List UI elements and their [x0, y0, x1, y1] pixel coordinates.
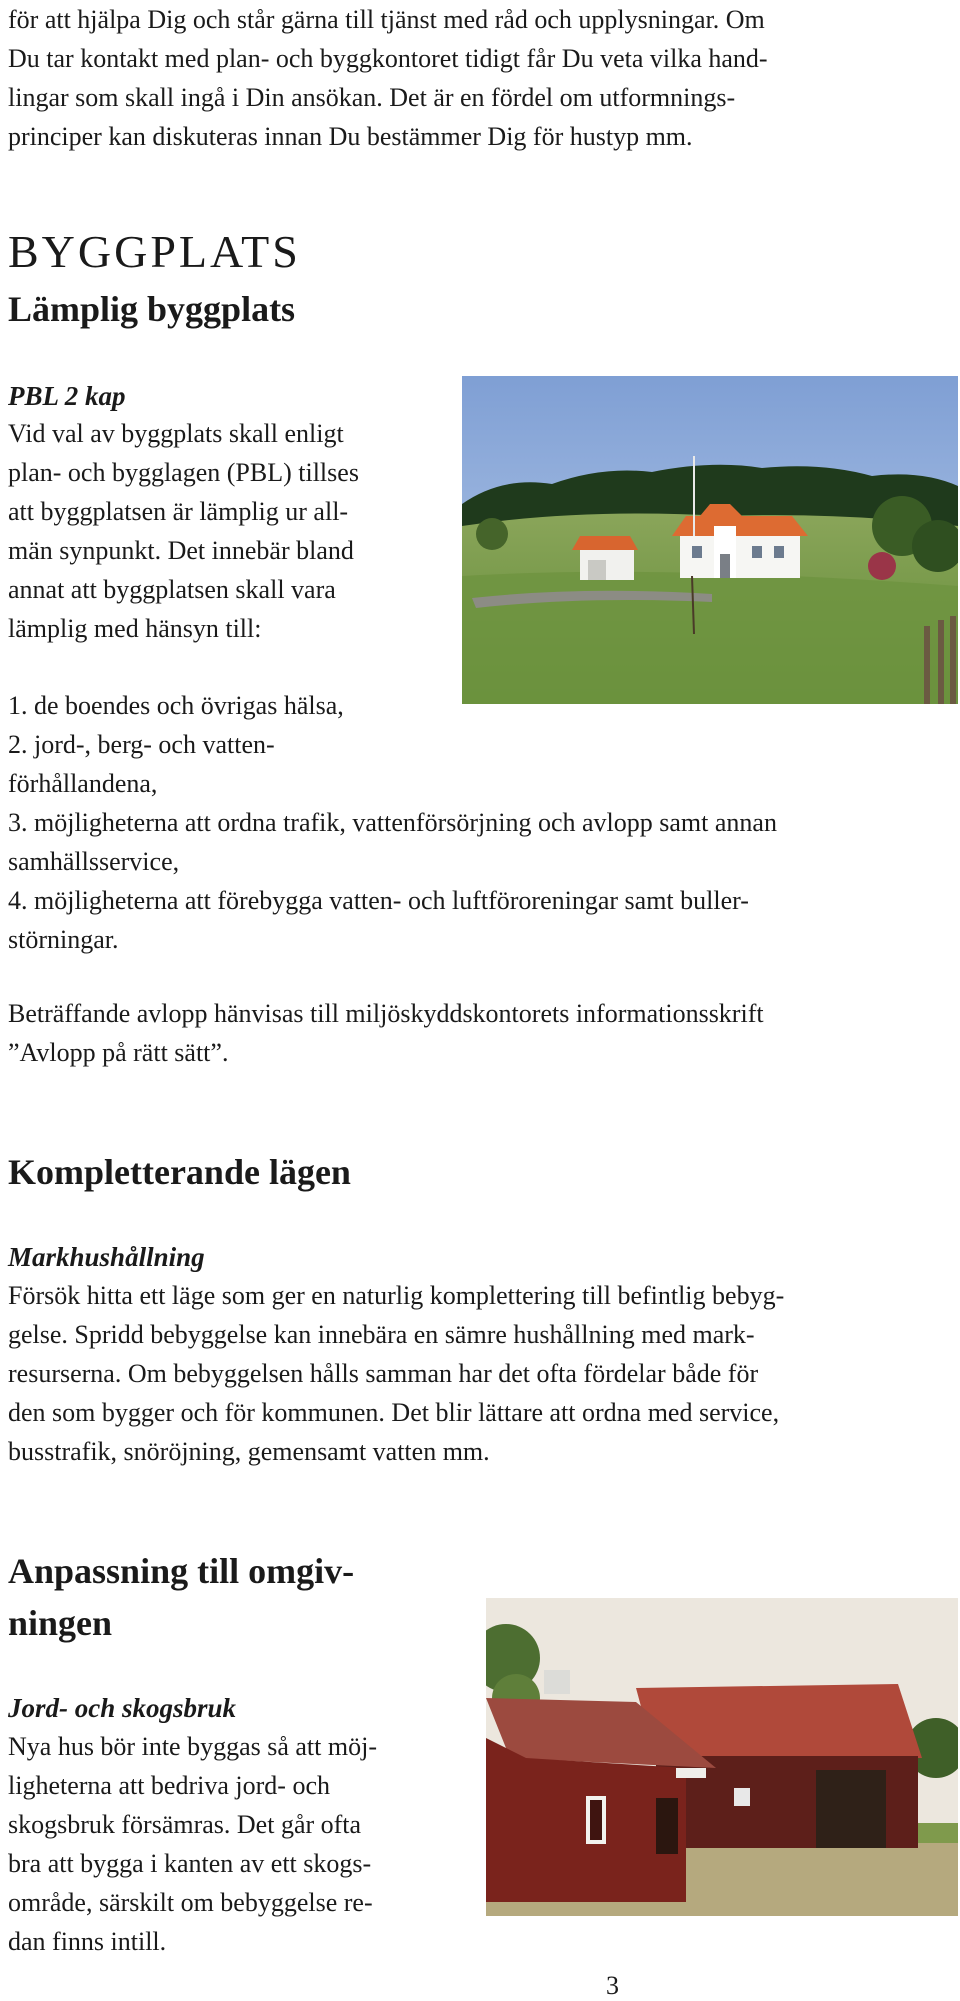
list-item: 1. de boendes och övrigas hälsa, [8, 691, 344, 720]
paragraph-line: busstrafik, snöröjning, gemensamt vatten mm. [8, 1437, 490, 1466]
kompletterande-paragraph [8, 1276, 784, 1471]
paragraph-line: lämplig med hänsyn till: [8, 614, 262, 643]
paragraph-line: män synpunkt. Det innebär bland [8, 536, 354, 565]
intro-line: Du tar kontakt med plan- och byggkontoret tidigt får Du veta vilka hand- [8, 44, 768, 73]
section-heading-byggplats: BYGGPLATS [8, 226, 301, 277]
paragraph-line: ligheterna att bedriva jord- och [8, 1771, 330, 1800]
list-item: förhållandena, [8, 769, 158, 798]
intro-paragraph [8, 0, 768, 156]
subheading-markhushallning: Markhushållning [8, 1242, 205, 1272]
paragraph-line: Nya hus bör inte byggas så att möj- [8, 1732, 377, 1761]
heading-kompletterande-lagen: Kompletterande lägen [8, 1152, 351, 1192]
heading-line: ningen [8, 1603, 113, 1643]
paragraph-line: att byggplatsen är lämplig ur all- [8, 497, 349, 526]
photo-house-in-field [462, 376, 958, 704]
paragraph-line: gelse. Spridd bebyggelse kan innebära en sämre hushållning med mark- [8, 1320, 755, 1349]
avlopp-note [8, 994, 764, 1072]
paragraph-line: dan finns intill. [8, 1927, 167, 1956]
intro-line: för att hjälpa Dig och står gärna till tjänst med råd och upplysningar. Om [8, 5, 765, 34]
list-item: störningar. [8, 925, 119, 954]
note-line: ”Avlopp på rätt sätt”. [8, 1038, 229, 1067]
intro-line: lingar som skall ingå i Din ansökan. Det är en fördel om utformnings- [8, 83, 736, 112]
paragraph-line: område, särskilt om bebyggelse re- [8, 1888, 373, 1917]
note-line: Beträffande avlopp hänvisas till miljöskyddskontorets informationsskrift [8, 999, 764, 1028]
list-item: 2. jord-, berg- och vatten- [8, 730, 275, 759]
reference-pbl: PBL 2 kap [8, 381, 126, 411]
subheading-lamplig-byggplats: Lämplig byggplats [8, 289, 296, 329]
list-item: 3. möjligheterna att ordna trafik, vattenförsörjning och avlopp samt annan [8, 808, 777, 837]
paragraph-line: annat att byggplatsen skall vara [8, 575, 336, 604]
intro-line: principer kan diskuteras innan Du bestämmer Dig för hustyp mm. [8, 122, 693, 151]
subheading-jord-och-skogsbruk: Jord- och skogsbruk [8, 1693, 237, 1723]
paragraph-line: Vid val av byggplats skall enligt [8, 419, 344, 448]
list-item: 4. möjligheterna att förebygga vatten- och luftföroreningar samt buller- [8, 886, 749, 915]
heading-anpassning [8, 1545, 354, 1649]
paragraph-line: plan- och bygglagen (PBL) tillses [8, 458, 359, 487]
byggplats-paragraph [8, 414, 359, 648]
list-item: samhällsservice, [8, 847, 180, 876]
paragraph-line: bra att bygga i kanten av ett skogs- [8, 1849, 372, 1878]
paragraph-line: resurserna. Om bebyggelsen hålls samman har det ofta fördelar både för [8, 1359, 759, 1388]
paragraph-line: Försök hitta ett läge som ger en naturlig komplettering till befintlig bebyg- [8, 1281, 785, 1310]
suitability-list [8, 686, 777, 959]
page-number: 3 [606, 1971, 619, 2000]
paragraph-line: den som bygger och för kommunen. Det blir lättare att ordna med service, [8, 1398, 780, 1427]
paragraph-line: skogsbruk försämras. Det går ofta [8, 1810, 362, 1839]
heading-line: Anpassning till omgiv- [8, 1551, 355, 1591]
anpassning-paragraph [8, 1727, 377, 1961]
photo-red-barns [486, 1598, 958, 1916]
